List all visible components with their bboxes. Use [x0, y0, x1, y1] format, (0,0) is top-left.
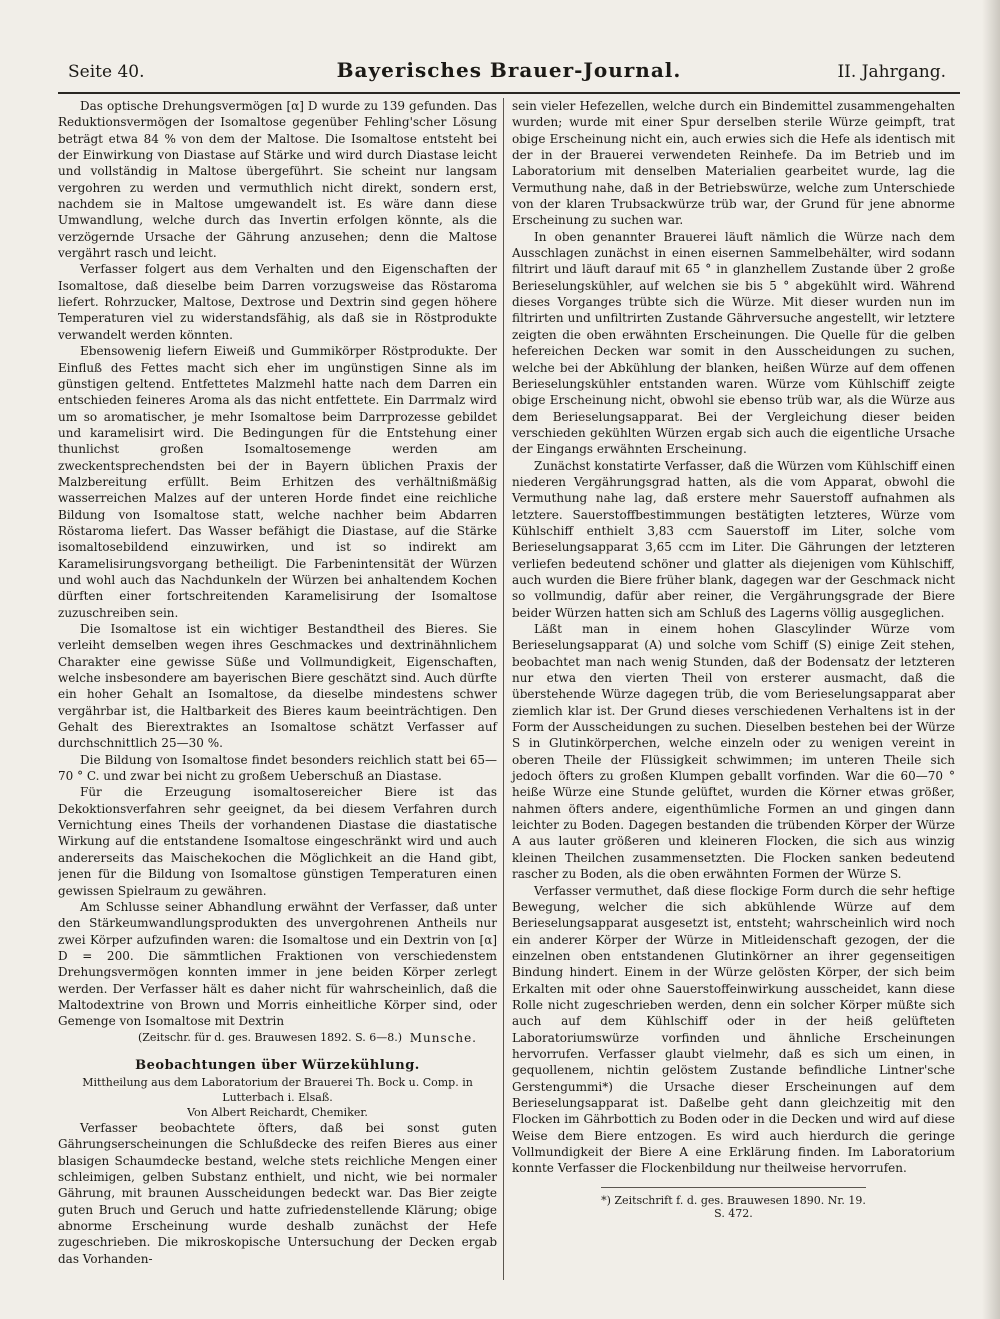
paragraph: Läßt man in einem hohen Glascylinder Würze vom Berieselungsapparat (A) und solche vom Schiff (S) einige Zeit stehen, beobachtet man nach wenig Stunden, daß der Bodensatz der letzteren nur etwa den vierten Theil von ersterer ausmacht, daß die überstehende Würze dagegen trüb, die vom Berieselungsapparat aber ziemlich klar ist. Der Grund dieses verschiedenen Verhaltens ist in der Form der Ausscheidungen zu suchen. Dieselben bestehen bei der Würze S in Glutinkörperchen, welche einzeln oder zu wenigen vereint in oberen Theile der Flüssigkeit schwimmen; im unteren Theile sich jedoch öfters zu großen Klumpen geballt vorfinden. War die 60—70 ° heiße Würze eine Stunde gelüftet, wurden die Körner etwas größer, nahmen öfters andere, eigenthümliche Formen an und gingen dann leichter zu Boden. Dagegen bestanden die trübenden Körper der Würze A aus lauter größeren und kleineren Flocken, die sich aus winzig kleinen Theilchen zusammensetzten. Die Flocken sanken bedeutend rascher zu Boden, als die oben erwähnten Formen der Würze S. — [512, 622, 955, 882]
page-number: Seite 40. — [68, 62, 145, 82]
source-citation: (Zeitschr. für d. ges. Brauwesen 1892. S. 6—8.) — [138, 1030, 403, 1044]
paragraph: Am Schlusse seiner Abhandlung erwähnt der Verfasser, daß unter den Stärkeumwandlungsprodukten des unvergohrenen Antheils nur zwei Körper aufzufinden waren: die Isomaltose und ein Dextrin von [α] D = 200. Die sämmtlichen Fraktionen von verschiedenstem Drehungsvermögen konnten immer in jene beiden Körper zerlegt werden. Der Verfasser hält es daher nicht für wahrscheinlich, daß die Maltodextrine von Brown und Morris einheitliche Körper sind, oder Gemenge von Isomaltose mit Dextrin — [58, 899, 497, 1029]
right-column — [503, 98, 955, 1280]
volume-label: II. Jahrgang. — [837, 62, 946, 82]
paragraph: Zunächst konstatirte Verfasser, daß die Würzen vom Kühlschiff einen niederen Vergährungsgrad hatten, als die vom Apparat, obwohl die Vermuthung nahe lag, daß erstere mehr Sauerstoff aufnahmen als letztere. Sauerstoffbestimmungen bestätigten letzteres, Würze vom Kühlschiff enthielt 3,83 ccm Sauerstoff im Liter, solche vom Berieselungsapparat 3,65 ccm im Liter. Die Gährungen der letzteren verliefen bedeutend schöner und glatter als diejenigen vom Kühlschiff, auch wurden die Biere früher blank, dagegen war der Geschmack nicht so vollmundig, dafür aber reiner, die Vergährungsgrade der Biere beider Würzen hatten sich am Schluß des Lagerns völlig ausgeglichen. — [512, 458, 955, 620]
two-column-body — [58, 98, 960, 1280]
left-column — [58, 98, 503, 1280]
paragraph: sein vieler Hefezellen, welche durch ein Bindemittel zusammengehalten wurden; wurde mit einer Spur derselben sterile Würze geimpft, trat obige Erscheinung nicht ein, auch erwies sich die Hefe als identisch mit der in der Brauerei verwendeten Reinhefe. Da im Betrieb und im Laboratorium mit denselben Materialien gearbeitet wurde, lag die Vermuthung nahe, daß in der Betriebswürze, welche zum Unterschiede von der klaren Trubsackwürze trüb war, der Grund für jene abnorme Erscheinung zu suchen war. — [512, 99, 955, 228]
paragraph: Die Isomaltose ist ein wichtiger Bestandtheil des Bieres. Sie verleiht demselben wegen ihres Geschmackes und dextrinähnlichem Charakter eine gewisse Süße und Vollmundigkeit, Eigenschaften, welche insbesondere am bayerischen Biere geschätzt sind. Auch dürfte ein hoher Gehalt an Isomaltose, da dieselbe mindestens schwer vergährbar ist, die Haltbarkeit des Bieres kaum beeinträchtigen. Den Gehalt des Bierextraktes an Isomaltose schätzt Verfasser auf durchschnittlich 25—30 %. — [58, 622, 497, 751]
author-signature: Munsche. — [409, 1030, 477, 1045]
paragraph: Für die Erzeugung isomaltosereicher Biere ist das Dekoktionsverfahren sehr geeignet, da bei diesem Verfahren durch Vernichtung eines Theils der vorhandenen Diastase die diastatische Wirkung auf die entstandene Isomaltose eingeschränkt wird und auch andererseits das Maischekochen die Möglichkeit an die Hand gibt, jenen für die Bildung von Isomaltose günstigen Temperaturen einen gewissen Spielraum zu gewähren. — [58, 785, 497, 898]
paragraph: Die Bildung von Isomaltose findet besonders reichlich statt bei 65—70 ° C. und zwar bei nicht zu großem Ueberschuß an Diastase. — [58, 752, 497, 784]
footnote: *) Zeitschrift f. d. ges. Brauwesen 1890. Nr. 19. S. 472. — [601, 1187, 867, 1220]
paragraph: Verfasser folgert aus dem Verhalten und den Eigenschaften der Isomaltose, daß dieselbe beim Darren vorzugsweise das Röstaroma liefert. Rohrzucker, Maltose, Dextrose und Dextrin sind gegen höhere Temperaturen viel zu widerstandsfähig, als daß sie in Röstprodukte verwandelt werden könnten. — [58, 262, 497, 342]
article-affiliation: Mittheilung aus dem Laboratorium der Brauerei Th. Bock u. Comp. in Lutterbach i. Elsaß. — [82, 1075, 473, 1104]
article-author: Von Albert Reichardt, Chemiker. — [187, 1105, 368, 1119]
page-edge-shadow — [982, 0, 1000, 1319]
page-header — [58, 54, 960, 94]
paragraph: In oben genannter Brauerei läuft nämlich die Würze nach dem Ausschlagen zunächst in einen eisernen Sammelbehälter, wird sodann filtrirt und läuft darauf mit 65 ° in glanzhellem Zustande über 2 große Berieselungskühler, auf welchen sie bis 5 ° abgekühlt wird. Während dieses Vorganges trübte sich die Würze. Mit dieser wurden nun im filtrirten und unfiltrirten Zustande Gährversuche angestellt, wir letztere zeigten die oben erwähnten Erscheinungen. Die Quelle für die gelben hefereichen Decken war somit in den Ausscheidungen zu suchen, welche bei der Abkühlung der blanken, heißen Würze auf dem offenen Berieselungskühler entstanden waren. Würze vom Kühlschiff zeigte obige Erscheinung nicht, obwohl sie ebenso trüb war, als die Würze aus dem Berieselungsapparat. Bei der Vergleichung dieser beiden verschieden gekühlten Würzen ergab sich auch die eigentliche Ursache der Eingangs erwähnten Erscheinung. — [512, 229, 955, 457]
article-heading: Beobachtungen über Würzekühlung. — [135, 1057, 420, 1073]
paragraph: Verfasser vermuthet, daß diese flockige Form durch die sehr heftige Bewegung, welcher die sich abkühlende Würze auf dem Berieselungsapparat ausgesetzt ist, entsteht; wahrscheinlich wird noch ein anderer Körper der Würze in Mitleidenschaft gezogen, der die einzelnen oben entstandenen Glutinkörner an ihrer gegenseitigen Bindung hindert. Einem in der Würze gelösten Körper, der sich beim Erkalten mit oder ohne Sauerstoffeinwirkung ausscheidet, kann diese Rolle nicht zugeschrieben werden, denn ein solcher Körper müßte sich auch auf dem Kühlschiff oder in der heiß gelüfteten Laboratoriumswürze vorfinden und ähnliche Erscheinungen hervorrufen. Verfasser glaubt vielmehr, daß es sich um einen, in gequollenem, nichtin gelöstem Zustande befindliche Lintner'sche Gerstengummi*) die Ursache dieser Erscheinungen auf dem Berieselungsapparat ist. Daßelbe geht dann gleichzeitig mit den Flocken im Gährbottich zu Boden oder in die Decken und wird auf diese Weise dem Biere entzogen. Es wird auch hierdurch die geringe Vollmundigkeit der Biere A eine Erklärung finden. Im Laboratorium konnte Verfasser die Flockenbildung nur theilweise hervorrufen. — [512, 883, 955, 1176]
paragraph: Verfasser beobachtete öfters, daß bei sonst guten Gährungserscheinungen die Schlußdecke des reifen Bieres aus einer blasigen Schaumdecke bestand, welche stets reichliche Mengen einer schleimigen, gelben Substanz enthielt, und nicht, wie bei normaler Gährung, mit braunen Ausscheidungen bedeckt war. Das Bier zeigte guten Bruch und Geruch und hatte zufriedenstellende Klärung; obige abnorme Erscheinung wurde deshalb zunächst der Hefe zugeschrieben. Die mikroskopische Untersuchung der Decken ergab das Vorhanden- — [58, 1120, 497, 1266]
paragraph: Ebensowenig liefern Eiweiß und Gummikörper Röstprodukte. Der Einfluß des Fettes macht sich eher im ungünstigen Sinne als im günstigen geltend. Entfettetes Malzmehl hatte nach dem Darren ein entschieden feineres Aroma als das nicht entfettete. Ein Darrmalz wird um so aromatischer, je mehr Isomaltose beim Darrprozesse gebildet und karamelisirt wird. Die Bedingungen für die Entstehung einer thunlichst großen Isomaltosemenge werden am zweckentsprechendsten bei der in Bayern üblichen Praxis der Malzbereitung erfüllt. Beim Erhitzen des verhältnißmäßig wasserreichen Malzes auf der unteren Horde findet eine reichliche Bildung von Isomaltose statt, welche nachher beim Abdarren Röstaroma liefert. Das Wasser befähigt die Diastase, auf die Stärke isomaltosebildend einzuwirken, und ist so indirekt am Karamelisirungsvorgang betheiligt. Die Farbenintensität der Würzen und wohl auch das Nachdunkeln der Würzen bei anhaltendem Kochen dürften einer fortschreitenden Karamelisirung der Isomaltose zuzuschreiben sein. — [58, 344, 497, 620]
paragraph: Das optische Drehungsvermögen [α] D wurde zu 139 gefunden. Das Reduktionsvermögen der Isomaltose gegenüber Fehling'scher Lösung beträgt etwa 84 % von dem der Maltose. Die Isomaltose entsteht bei der Einwirkung von Diastase auf Stärke und wird durch Diastase leicht und vollständig in Maltose übergeführt. Sie scheint nur langsam vergohren zu werden und vermuthlich nicht direkt, sondern erst, nachdem sie in Maltose umgewandelt ist. Es wäre dann diese Umwandlung, welche durch das Invertin erfolgen könnte, als die verzögernde Ursache der Gährung anzusehen; denn die Maltose vergährt rasch und leicht. — [58, 99, 497, 261]
journal-title: Bayerisches Brauer-Journal. — [336, 58, 682, 82]
source-signature-row — [58, 1030, 497, 1046]
